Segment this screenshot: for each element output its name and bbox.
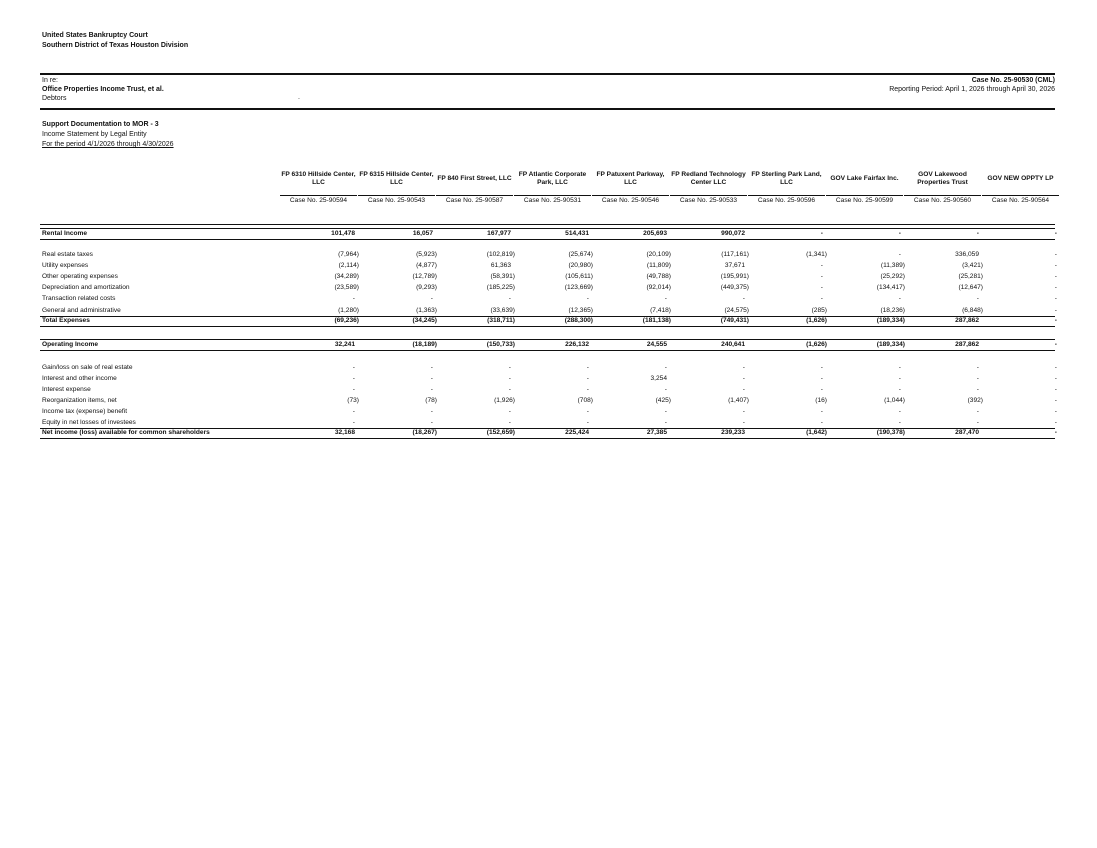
table-row: [40, 228, 1055, 240]
row-label: Interest expense: [42, 386, 91, 393]
table-cell: (4,877): [416, 262, 437, 269]
row-label: Reorganization items, net: [42, 397, 117, 404]
row-label: Equity in net losses of investees: [42, 419, 136, 426]
column-header-case-number: Case No. 25-90546: [592, 195, 669, 205]
column-header-case-number: Case No. 25-90560: [904, 195, 981, 205]
row-label: Total Expenses: [42, 317, 90, 324]
row-label: Real estate taxes: [42, 251, 93, 258]
table-cell: (49,788): [646, 273, 671, 280]
table-cell: (181,138): [642, 317, 671, 324]
table-cell: (117,161): [721, 251, 749, 258]
table-row: [40, 385, 1055, 395]
table-cell: (190,378): [876, 429, 905, 436]
table-cell: (1,626): [806, 317, 827, 324]
table-cell: -: [898, 386, 901, 393]
row-label: Other operating expenses: [42, 273, 118, 280]
table-cell: 24,555: [646, 341, 667, 348]
column-header-entity: FP 840 First Street, LLC: [437, 174, 512, 182]
table-row: [40, 428, 1055, 439]
table-cell: -: [664, 419, 667, 426]
table-cell: 61,363: [490, 262, 511, 269]
table-cell: (152,659): [486, 429, 515, 436]
court-district: Southern District of Texas Houston Division: [42, 42, 189, 49]
table-cell: 37,671: [724, 262, 745, 269]
table-cell: (1,280): [338, 307, 359, 314]
table-cell: (69,236): [334, 317, 359, 324]
column-header-case-number: Case No. 25-90564: [982, 195, 1059, 205]
in-re-label: In re:: [42, 77, 58, 84]
table-cell: (1,926): [494, 397, 515, 404]
table-cell: -: [352, 419, 355, 426]
table-cell: (449,375): [720, 284, 749, 291]
table-cell: -: [1054, 307, 1057, 314]
table-cell: -: [508, 386, 511, 393]
table-row: [40, 272, 1055, 282]
table-cell: -: [898, 230, 901, 237]
court-heading: [42, 32, 188, 52]
table-row: [40, 363, 1055, 373]
support-subtitle: Income Statement by Legal Entity: [42, 131, 147, 138]
table-cell: (150,733): [486, 341, 515, 348]
column-header-entity: FP Patuxent Parkway, LLC: [596, 170, 665, 186]
table-cell: (105,611): [565, 273, 593, 280]
table-cell: -: [508, 419, 511, 426]
table-cell: -: [976, 230, 979, 237]
table-cell: -: [820, 386, 823, 393]
table-cell: -: [586, 408, 589, 415]
row-label: Transaction related costs: [42, 295, 116, 302]
row-label: General and administrative: [42, 307, 121, 314]
case-info: [889, 77, 1055, 95]
table-cell: -: [430, 419, 433, 426]
table-cell: -: [898, 419, 901, 426]
support-period: For the period 4/1/2026 through 4/30/2026: [42, 141, 174, 148]
table-cell: -: [820, 364, 823, 371]
table-cell: 16,057: [412, 230, 433, 237]
table-cell: -: [1054, 230, 1057, 237]
table-cell: -: [742, 419, 745, 426]
column-headers: [280, 164, 1055, 204]
table-cell: (1,341): [806, 251, 827, 258]
table-cell: (16): [815, 397, 827, 404]
table-cell: -: [976, 295, 979, 302]
table-cell: (18,236): [880, 307, 905, 314]
table-row: [40, 261, 1055, 271]
table-cell: (25,674): [568, 251, 593, 258]
table-cell: -: [976, 375, 979, 382]
support-title: Support Documentation to MOR - 3: [42, 121, 159, 128]
table-cell: 27,385: [646, 429, 667, 436]
table-cell: -: [586, 364, 589, 371]
table-cell: 287,862: [955, 317, 979, 324]
table-cell: (24,575): [724, 307, 749, 314]
table-cell: 32,168: [334, 429, 355, 436]
table-cell: 3,254: [650, 375, 667, 382]
table-cell: -: [1054, 429, 1057, 436]
table-cell: -: [508, 375, 511, 382]
table-cell: (189,334): [876, 317, 905, 324]
table-row: [40, 396, 1055, 406]
table-cell: -: [664, 364, 667, 371]
table-cell: (7,964): [338, 251, 359, 258]
debtor-name: Office Properties Income Trust, et al.: [42, 86, 164, 93]
table-row: [40, 407, 1055, 417]
row-label: Income tax (expense) benefit: [42, 408, 128, 415]
table-cell: -: [820, 375, 823, 382]
table-cell: -: [1054, 419, 1057, 426]
column-header-entity: FP Atlantic Corporate Park, LLC: [518, 170, 587, 186]
table-cell: 336,059: [955, 251, 979, 258]
table-cell: (185,225): [486, 284, 515, 291]
column-header-case-number: Case No. 25-90533: [670, 195, 747, 205]
table-row: [40, 283, 1055, 293]
table-cell: -: [1054, 317, 1057, 324]
table-cell: 101,478: [331, 230, 355, 237]
table-cell: -: [976, 386, 979, 393]
table-cell: (195,991): [720, 273, 749, 280]
table-cell: -: [1054, 295, 1057, 302]
table-cell: 226,132: [565, 341, 589, 348]
table-cell: (12,365): [568, 307, 593, 314]
table-cell: 239,233: [721, 429, 745, 436]
table-cell: 240,641: [721, 341, 745, 348]
table-row: [40, 339, 1055, 351]
table-cell: (425): [655, 397, 671, 404]
column-header-entity: FP 6315 Hillside Center, LLC: [359, 170, 434, 186]
table-cell: (189,334): [876, 341, 905, 348]
row-label: Interest and other income: [42, 375, 117, 382]
column-header-entity: FP Redland Technology Center LLC: [671, 170, 746, 186]
debtors-label: Debtors: [42, 95, 67, 102]
table-cell: (1,044): [884, 397, 905, 404]
table-cell: (288,300): [564, 317, 593, 324]
row-label: Net income (loss) available for common shareholders: [42, 429, 210, 436]
table-cell: (25,292): [880, 273, 905, 280]
table-cell: (5,923): [416, 251, 437, 258]
table-cell: (6,848): [962, 307, 983, 314]
table-cell: (20,980): [568, 262, 593, 269]
table-cell: (123,669): [564, 284, 593, 291]
case-caption: [42, 77, 164, 104]
table-cell: -: [352, 364, 355, 371]
table-cell: -: [976, 364, 979, 371]
table-cell: (318,711): [487, 317, 515, 324]
table-cell: (2,114): [338, 262, 359, 269]
reporting-period: Reporting Period: April 1, 2026 through April 30, 2026: [889, 86, 1055, 93]
table-cell: -: [664, 295, 667, 302]
table-cell: -: [742, 408, 745, 415]
table-cell: -: [976, 419, 979, 426]
row-label: Utility expenses: [42, 262, 89, 269]
table-cell: (34,289): [334, 273, 359, 280]
table-cell: -: [1054, 397, 1057, 404]
table-cell: -: [586, 386, 589, 393]
table-cell: -: [508, 295, 511, 302]
table-cell: -: [586, 295, 589, 302]
table-cell: -: [1054, 251, 1057, 258]
table-cell: (1,626): [806, 341, 827, 348]
table-cell: -: [1054, 364, 1057, 371]
table-cell: -: [508, 408, 511, 415]
table-cell: 32,241: [334, 341, 355, 348]
table-cell: (12,647): [958, 284, 983, 291]
caption-rule: [40, 108, 1055, 110]
table-cell: (285): [811, 307, 827, 314]
table-cell: (78): [425, 397, 437, 404]
table-cell: -: [1054, 284, 1057, 291]
table-cell: -: [1054, 375, 1057, 382]
table-cell: -: [742, 375, 745, 382]
table-cell: (1,363): [416, 307, 437, 314]
table-cell: (92,014): [646, 284, 671, 291]
table-cell: (73): [347, 397, 359, 404]
table-cell: (392): [967, 397, 983, 404]
table-cell: -: [664, 386, 667, 393]
column-header-case-number: Case No. 25-90594: [280, 195, 357, 205]
table-cell: 167,977: [487, 230, 511, 237]
table-cell: -: [1054, 273, 1057, 280]
table-cell: -: [820, 284, 823, 291]
table-cell: -: [1054, 386, 1057, 393]
table-cell: -: [430, 375, 433, 382]
table-cell: (102,819): [486, 251, 515, 258]
table-cell: (11,389): [880, 262, 905, 269]
court-name: United States Bankruptcy Court: [42, 32, 148, 39]
table-cell: (12,789): [412, 273, 437, 280]
column-header-case-number: Case No. 25-90531: [514, 195, 591, 205]
table-cell: (134,417): [876, 284, 905, 291]
table-top-rule: [40, 224, 1055, 225]
stray-mark: .: [298, 94, 300, 101]
case-number: Case No. 25-90530 (CML): [971, 77, 1055, 84]
table-cell: (708): [577, 397, 593, 404]
table-cell: -: [664, 408, 667, 415]
row-label: Rental Income: [42, 230, 88, 237]
table-row: [40, 374, 1055, 384]
column-header-case-number: Case No. 25-90599: [826, 195, 903, 205]
table-cell: -: [820, 408, 823, 415]
support-heading: [42, 121, 174, 151]
table-cell: (25,281): [958, 273, 983, 280]
column-header-case-number: Case No. 25-90596: [748, 195, 825, 205]
table-cell: (58,391): [490, 273, 515, 280]
row-label: Depreciation and amortization: [42, 284, 130, 291]
table-cell: -: [1054, 341, 1057, 348]
table-cell: -: [430, 408, 433, 415]
table-cell: -: [586, 375, 589, 382]
table-row: [40, 316, 1055, 327]
table-cell: (1,407): [728, 397, 749, 404]
table-cell: -: [352, 295, 355, 302]
row-label: Gain/loss on sale of real estate: [42, 364, 133, 371]
table-row: [40, 294, 1055, 304]
table-row: [40, 250, 1055, 260]
table-cell: -: [742, 364, 745, 371]
table-cell: -: [898, 251, 901, 258]
table-cell: -: [1054, 262, 1057, 269]
column-header-entity: GOV Lake Fairfax Inc.: [830, 174, 899, 182]
table-cell: -: [430, 386, 433, 393]
table-cell: (18,267): [412, 429, 437, 436]
column-header-case-number: Case No. 25-90543: [358, 195, 435, 205]
table-cell: (3,421): [962, 262, 983, 269]
table-cell: -: [742, 386, 745, 393]
table-cell: (749,431): [720, 317, 749, 324]
table-cell: 514,431: [565, 230, 589, 237]
table-cell: -: [820, 262, 823, 269]
table-cell: 287,470: [955, 429, 979, 436]
table-cell: -: [586, 419, 589, 426]
table-cell: -: [430, 364, 433, 371]
table-cell: -: [820, 295, 823, 302]
table-cell: (7,418): [650, 307, 671, 314]
table-cell: (1,642): [806, 429, 827, 436]
table-cell: 205,693: [643, 230, 667, 237]
table-cell: -: [898, 375, 901, 382]
table-cell: -: [976, 408, 979, 415]
table-cell: -: [820, 419, 823, 426]
column-header-entity: GOV NEW OPPTY LP: [987, 174, 1054, 182]
table-cell: -: [742, 295, 745, 302]
table-cell: -: [1054, 408, 1057, 415]
table-cell: 225,424: [565, 429, 589, 436]
table-cell: -: [352, 408, 355, 415]
table-cell: -: [820, 230, 823, 237]
table-cell: (34,245): [412, 317, 437, 324]
table-cell: (20,109): [646, 251, 671, 258]
table-cell: (9,293): [416, 284, 437, 291]
header-rule: [40, 73, 1055, 75]
table-cell: (23,589): [334, 284, 359, 291]
table-cell: -: [352, 375, 355, 382]
table-cell: (33,639): [490, 307, 515, 314]
table-cell: -: [508, 364, 511, 371]
table-cell: (18,189): [412, 341, 437, 348]
table-cell: -: [898, 408, 901, 415]
table-cell: -: [898, 295, 901, 302]
column-header-entity: FP 6310 Hillside Center, LLC: [281, 170, 356, 186]
column-header-entity: GOV Lakewood Properties Trust: [917, 170, 968, 186]
table-cell: (11,809): [646, 262, 671, 269]
table-cell: -: [352, 386, 355, 393]
table-cell: -: [898, 364, 901, 371]
row-label: Operating Income: [42, 341, 99, 348]
table-cell: -: [430, 295, 433, 302]
table-cell: -: [820, 273, 823, 280]
table-cell: 287,862: [955, 341, 979, 348]
column-header-entity: FP Sterling Park Land, LLC: [751, 170, 822, 186]
column-header-case-number: Case No. 25-90587: [436, 195, 513, 205]
table-cell: 990,072: [721, 230, 745, 237]
